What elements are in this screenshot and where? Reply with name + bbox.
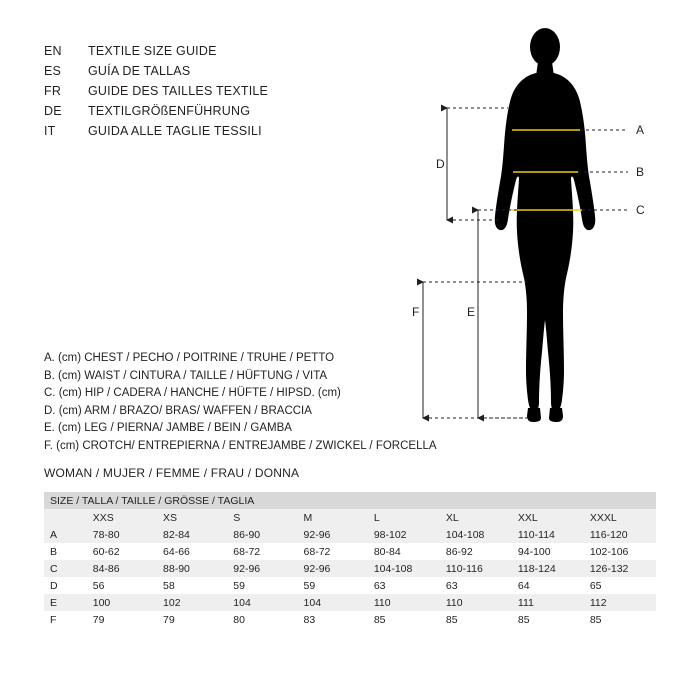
table-column-row: [44, 509, 656, 526]
title-block: [44, 44, 344, 144]
gender-label: WOMAN / MUJER / FEMME / FRAU / DONNA: [44, 466, 300, 480]
cell-f-l: 85: [368, 611, 440, 628]
cell-a-xl: 104-108: [440, 526, 512, 543]
cell-e-xs: 102: [157, 594, 227, 611]
row-label-d: D: [44, 577, 87, 594]
measurement-legend: [44, 350, 464, 455]
table-header-row: [44, 492, 656, 509]
table-row: [44, 560, 656, 577]
cell-a-xxxl: 116-120: [584, 526, 656, 543]
cell-a-l: 98-102: [368, 526, 440, 543]
cell-c-xs: 88-90: [157, 560, 227, 577]
figure-marker-e: E: [467, 305, 476, 319]
row-label-c: C: [44, 560, 87, 577]
table-row: [44, 611, 656, 628]
table-col-l: L: [368, 509, 440, 526]
cell-d-xs: 58: [157, 577, 227, 594]
cell-b-xxs: 60-62: [87, 543, 157, 560]
title-row: [44, 64, 344, 84]
table-header-label: SIZE / TALLA / TAILLE / GRÖSSE / TAGLIA: [44, 492, 656, 509]
title-text-en: TEXTILE SIZE GUIDE: [88, 44, 217, 58]
figure-marker-d: D: [436, 157, 445, 171]
table-col-xs: XS: [157, 509, 227, 526]
legend-item-c: C. (cm) HIP / CADERA / HANCHE / HÜFTE / HIPSD. (cm): [44, 387, 341, 399]
table-row: [44, 577, 656, 594]
cell-b-xxl: 94-100: [512, 543, 584, 560]
row-label-a: A: [44, 526, 87, 543]
title-lang-en: EN: [44, 44, 62, 58]
legend-item-b: B. (cm) WAIST / CINTURA / TAILLE / HÜFTUNG / VITA: [44, 369, 328, 382]
table-row: [44, 526, 656, 543]
figure-marker-c: C: [636, 203, 645, 217]
table-col-xxs: XXS: [87, 509, 157, 526]
cell-f-m: 83: [298, 611, 368, 628]
cell-d-m: 59: [298, 577, 368, 594]
cell-d-xxxl: 65: [584, 577, 656, 594]
cell-e-s: 104: [227, 594, 297, 611]
cell-c-xl: 110-116: [440, 560, 512, 577]
cell-f-xs: 79: [157, 611, 227, 628]
table-row: [44, 594, 656, 611]
title-lang-de: DE: [44, 104, 62, 118]
cell-f-xxs: 79: [87, 611, 157, 628]
cell-e-xxs: 100: [87, 594, 157, 611]
figure-marker-a: A: [636, 123, 645, 137]
cell-b-xxxl: 102-106: [584, 543, 656, 560]
cell-e-m: 104: [298, 594, 368, 611]
table-col-xxl: XXL: [512, 509, 584, 526]
cell-e-xl: 110: [440, 594, 512, 611]
cell-c-xxxl: 126-132: [584, 560, 656, 577]
cell-f-xl: 85: [440, 611, 512, 628]
cell-e-xxl: 111: [512, 594, 584, 611]
title-text-de: TEXTILGRÖßENFÜHRUNG: [88, 104, 251, 118]
table-col-xl: XL: [440, 509, 512, 526]
cell-a-xxl: 110-114: [512, 526, 584, 543]
size-table-wrapper: [44, 492, 656, 628]
cell-f-s: 80: [227, 611, 297, 628]
cell-f-xxl: 85: [512, 611, 584, 628]
figure-marker-f: F: [412, 305, 420, 319]
cell-a-xs: 82-84: [157, 526, 227, 543]
legend-item-f: F. (cm) CROTCH/ ENTREPIERNA / ENTREJAMBE / ZWICKEL / FORCELLA: [44, 439, 437, 452]
row-label-e: E: [44, 594, 87, 611]
cell-b-xs: 64-66: [157, 543, 227, 560]
title-lang-it: IT: [44, 124, 56, 138]
title-text-it: GUIDA ALLE TAGLIE TESSILI: [88, 124, 262, 138]
table-col-xxxl: XXXL: [584, 509, 656, 526]
title-row: [44, 104, 344, 124]
cell-f-xxxl: 85: [584, 611, 656, 628]
legend-item-a: A. (cm) CHEST / PECHO / POITRINE / TRUHE / PETTO: [44, 352, 335, 364]
table-col-s: S: [227, 509, 297, 526]
cell-c-m: 92-96: [298, 560, 368, 577]
woman-silhouette: [495, 28, 596, 422]
cell-b-l: 80-84: [368, 543, 440, 560]
cell-a-s: 86-90: [227, 526, 297, 543]
row-label-f: F: [44, 611, 87, 628]
table-row: [44, 543, 656, 560]
figure-marker-b: B: [636, 165, 645, 179]
cell-e-l: 110: [368, 594, 440, 611]
title-text-fr: GUIDE DES TAILLES TEXTILE: [88, 84, 269, 98]
size-table: [44, 492, 656, 628]
legend-item-e: E. (cm) LEG / PIERNA/ JAMBE / BEIN / GAMBA: [44, 422, 292, 434]
title-text-es: GUÍA DE TALLAS: [88, 64, 191, 78]
cell-d-xxs: 56: [87, 577, 157, 594]
table-corner-cell: [44, 509, 87, 526]
cell-d-xl: 63: [440, 577, 512, 594]
title-row: [44, 124, 344, 144]
cell-b-xl: 86-92: [440, 543, 512, 560]
table-col-m: M: [298, 509, 368, 526]
cell-c-xxl: 118-124: [512, 560, 584, 577]
legend-item-d: D. (cm) ARM / BRAZO/ BRAS/ WAFFEN / BRACCIA: [44, 404, 312, 417]
cell-a-xxs: 78-80: [87, 526, 157, 543]
cell-b-s: 68-72: [227, 543, 297, 560]
title-lang-es: ES: [44, 64, 62, 78]
title-lang-fr: FR: [44, 84, 62, 98]
cell-d-xxl: 64: [512, 577, 584, 594]
cell-c-xxs: 84-86: [87, 560, 157, 577]
cell-d-s: 59: [227, 577, 297, 594]
cell-d-l: 63: [368, 577, 440, 594]
cell-c-l: 104-108: [368, 560, 440, 577]
cell-a-m: 92-96: [298, 526, 368, 543]
cell-c-s: 92-96: [227, 560, 297, 577]
title-row: [44, 84, 344, 104]
row-label-b: B: [44, 543, 87, 560]
cell-e-xxxl: 112: [584, 594, 656, 611]
title-row: [44, 44, 344, 64]
cell-b-m: 68-72: [298, 543, 368, 560]
